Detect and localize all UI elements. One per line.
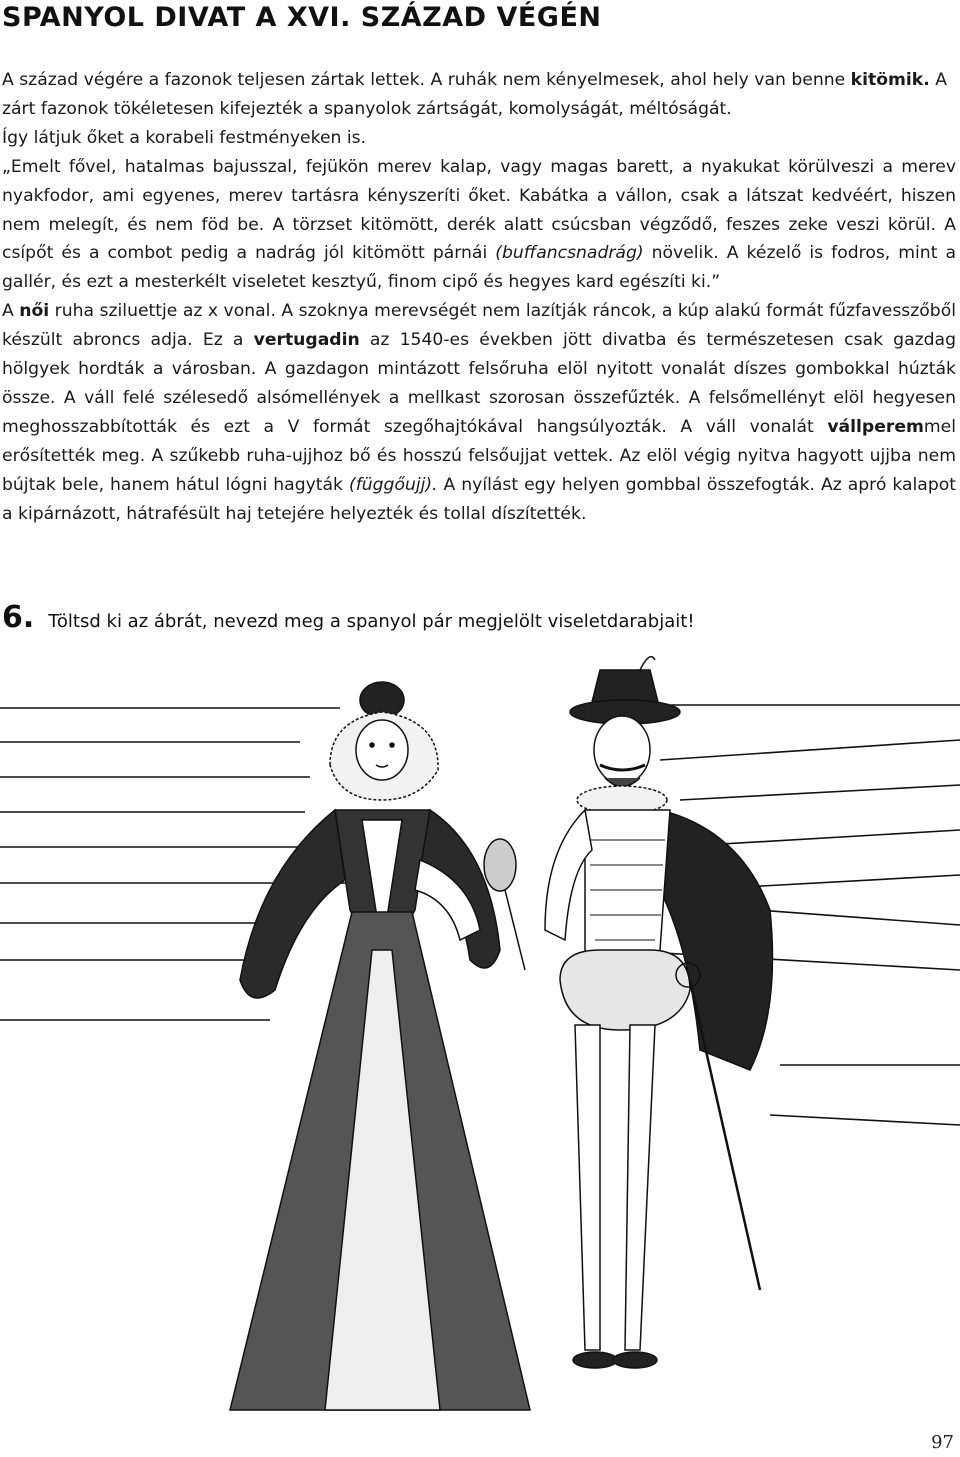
text-run: „Emelt fővel, hatalmas bajusszal, fejükön merev kalap, vagy magas barett, a nyakukat körülveszi a merev nyakfodor, ami egyenes, merev tartásra kényszeríti őket. Kabátka a vállon, csak a látszat kedvéért, hiszen nem melegít, és nem föd be. A törzset kitömött, derék alatt csúcsban végződő, feszes zeke veszi körül. A csípőt és a combot pedig a nadrág jól kitömött párnái [2, 156, 956, 264]
paragraph-intro [2, 66, 956, 153]
task-text: Töltsd ki az ábrát, nevezd meg a spanyol pár megjelölt viseletdarabjait! [48, 611, 695, 632]
paragraph-female-dress [2, 297, 956, 528]
woman-figure [230, 682, 530, 1410]
text-run: A nyílást egy helyen gombbal összefogták. Az apró kalapot a kipárnázott, hátrafésült haj tetejére helyezték és tollal díszítették. [2, 474, 957, 524]
text-run: növelik. A kézelő is fodros, mint a gallér, és ezt a mesterkélt viseletet kesztyű, finom cipő és hegyes kard egészíti ki.” [2, 243, 957, 293]
task-instruction [2, 600, 695, 635]
paragraph-quote [2, 153, 956, 298]
text-run: ruha sziluettje az x vonal. A szoknya merevségét nem lazítják ráncok, a kúp alakú formát fűzfavesszőből készült abroncs adja. Ez a [2, 301, 956, 351]
text-run: mel erősítették meg. A szűkebb ruha-ujjhoz bő és hosszú felsőujjat vettek. Az elöl végig nyitva hagyott ujjba nem bújtak bele, hanem hátul lógni hagyták [2, 416, 956, 495]
task-number: 6. [2, 600, 35, 635]
answer-line-right-3[interactable] [680, 785, 960, 800]
answer-line-right-9[interactable] [770, 1115, 960, 1125]
italic-term-fuggoujj: (függőujj). [348, 474, 438, 495]
page-number: 97 [931, 1432, 954, 1453]
text-run: A század végére a fazonok teljesen zártak lettek. A ruhák nem kényelmesek, ahol hely van benne [2, 70, 846, 90]
text-run: A zárt fazonok tökéletesen kifejezték a spanyolok zártságát, komolyságát, méltóságát. [2, 70, 947, 119]
bold-term-vertugadin: vertugadin [253, 330, 360, 351]
text-run: A [2, 301, 20, 322]
body-text [2, 66, 956, 529]
man-figure [484, 657, 773, 1368]
text-run: az 1540-es években jött divatba és természetesen csak gazdag hölgyek hordták a városban. A gazdagon mintázott felsőruha elöl nyitott vonalát díszes gombokkal húzták össze. A váll felé szélesedő alsómellények a mellkast szorosan összefűzték. A felsőmellényt elöl hegyesen meghosszabbították és ezt a V formát szegőhajtókával hangsúlyozták. A váll vonalát [2, 330, 956, 437]
bold-term-noi: női [19, 301, 50, 322]
italic-term-buffancsnadrag: (buffancsnadrág) [495, 243, 644, 264]
answer-line-right-2[interactable] [660, 740, 960, 760]
text-run: Így látjuk őket a korabeli festményeken is. [2, 127, 367, 148]
bold-term-kitomik: kitömik. [850, 70, 930, 90]
costume-illustration [0, 650, 960, 1420]
page-title: SPANYOL DIVAT A XVI. SZÁZAD VÉGÉN [2, 2, 602, 33]
bold-term-vallperem: vállperem [827, 416, 924, 437]
